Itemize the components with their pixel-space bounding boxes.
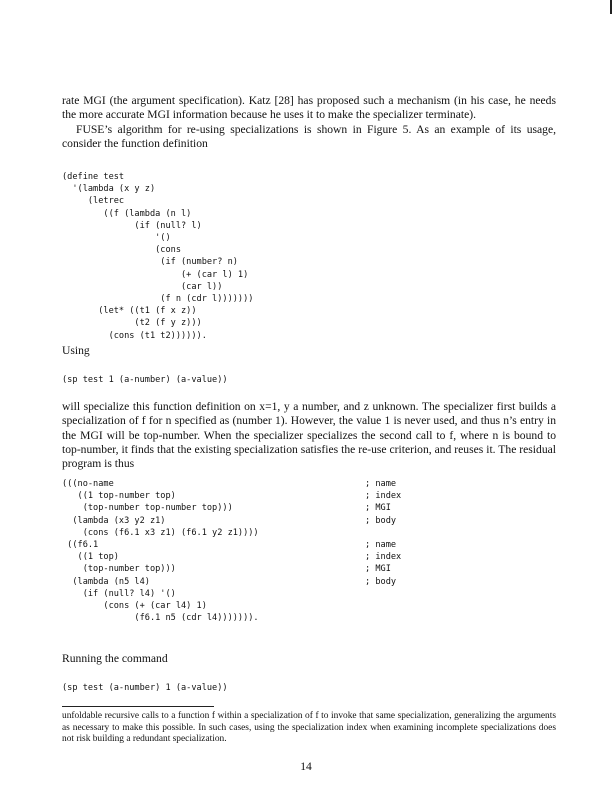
code-line [62,490,556,502]
code-line [62,551,556,563]
code-text: (lambda (n5 l4) [62,576,150,587]
code-text: (cons (f6.1 x3 z1) (f6.1 y2 z1)))) [62,527,259,538]
paragraph-1: rate MGI (the argument specification). Katz [28] has proposed such a mechanism (in his case, he needs the more accurate MGI information because he uses it to make the specializer terminate). [62,94,556,122]
using-label: Using [62,344,90,357]
code-line [62,539,556,551]
code-comment: ; body [365,515,397,526]
paragraph-3-text: will specialize this function definition on x=1, y a number, and z unknown. The specializer first builds a specialization of f for n specified as (number 1). However, the value 1 is never used, and thus n’s entry in the MGI will be top-number. When the specializer specializes the second call to f, where n is bound to top-number, it finds that the existing specialization satisfies the re-use criterion, and reuses it. The residual program is thus [62,400,556,471]
code-text: (lambda (x3 y2 z1) [62,515,166,526]
paragraph-2: FUSE’s algorithm for re-using specializations is shown in Figure 5. As an example of its usage, consider the function definition [62,122,556,150]
code-text: (f6.1 n5 (cdr l4))))))). [62,613,259,624]
code-line [62,563,556,575]
code-block-define-test [62,171,556,342]
code-text: (((no-name [62,479,114,489]
code-text: (top-number top-number top))) [62,503,233,514]
command-2: (sp test (a-number) 1 (a-value)) [62,683,228,693]
code-line [62,515,556,527]
code-line [62,478,556,490]
paragraph-3 [62,400,556,471]
code-line [62,502,556,514]
code-text: ((1 top-number top) [62,491,176,502]
code-define-test: (define test '(lambda (x y z) (letrec ((f (lambda (n l) (if (null? l) '() (cons (if (number? n) (+ (car l) 1) (car l)) (f n (cdr l))))))) (let* ((t1 (f x z)) (t2 (f y z))) (cons (t1 t2)))))). [62,172,254,341]
code-line [62,612,556,624]
code-comment: ; index [365,491,402,502]
code-line [62,600,556,612]
command-1: (sp test 1 (a-number) (a-value)) [62,375,228,385]
code-comment: ; body [365,576,397,587]
code-text: (if (null? l4) '() [62,588,176,599]
code-text: (cons (+ (car l4) 1) [62,601,207,612]
footnote: unfoldable recursive calls to a function f within a specialization of f to invoke that same specialization, generalizing the arguments as necessary to make this possible. In such cases, using the specialization index when examining incomplete specializations does not risk building a redundant specialization. [62,711,556,745]
footnote-rule [62,706,214,707]
code-comment: ; name [365,479,397,489]
code-comment: ; name [365,540,397,551]
code-comment: ; MGI [365,503,391,514]
code-text: (top-number top))) [62,564,176,575]
code-block-residual-program [62,478,556,624]
code-comment: ; index [365,552,402,563]
code-line [62,588,556,600]
page-number: 14 [300,760,312,773]
running-label: Running the command [62,652,168,665]
code-comment: ; MGI [365,564,391,575]
code-text: ((f6.1 [62,540,99,551]
paragraph-mgi [62,94,556,151]
code-line [62,576,556,588]
code-line [62,527,556,539]
code-text: ((1 top) [62,552,119,563]
